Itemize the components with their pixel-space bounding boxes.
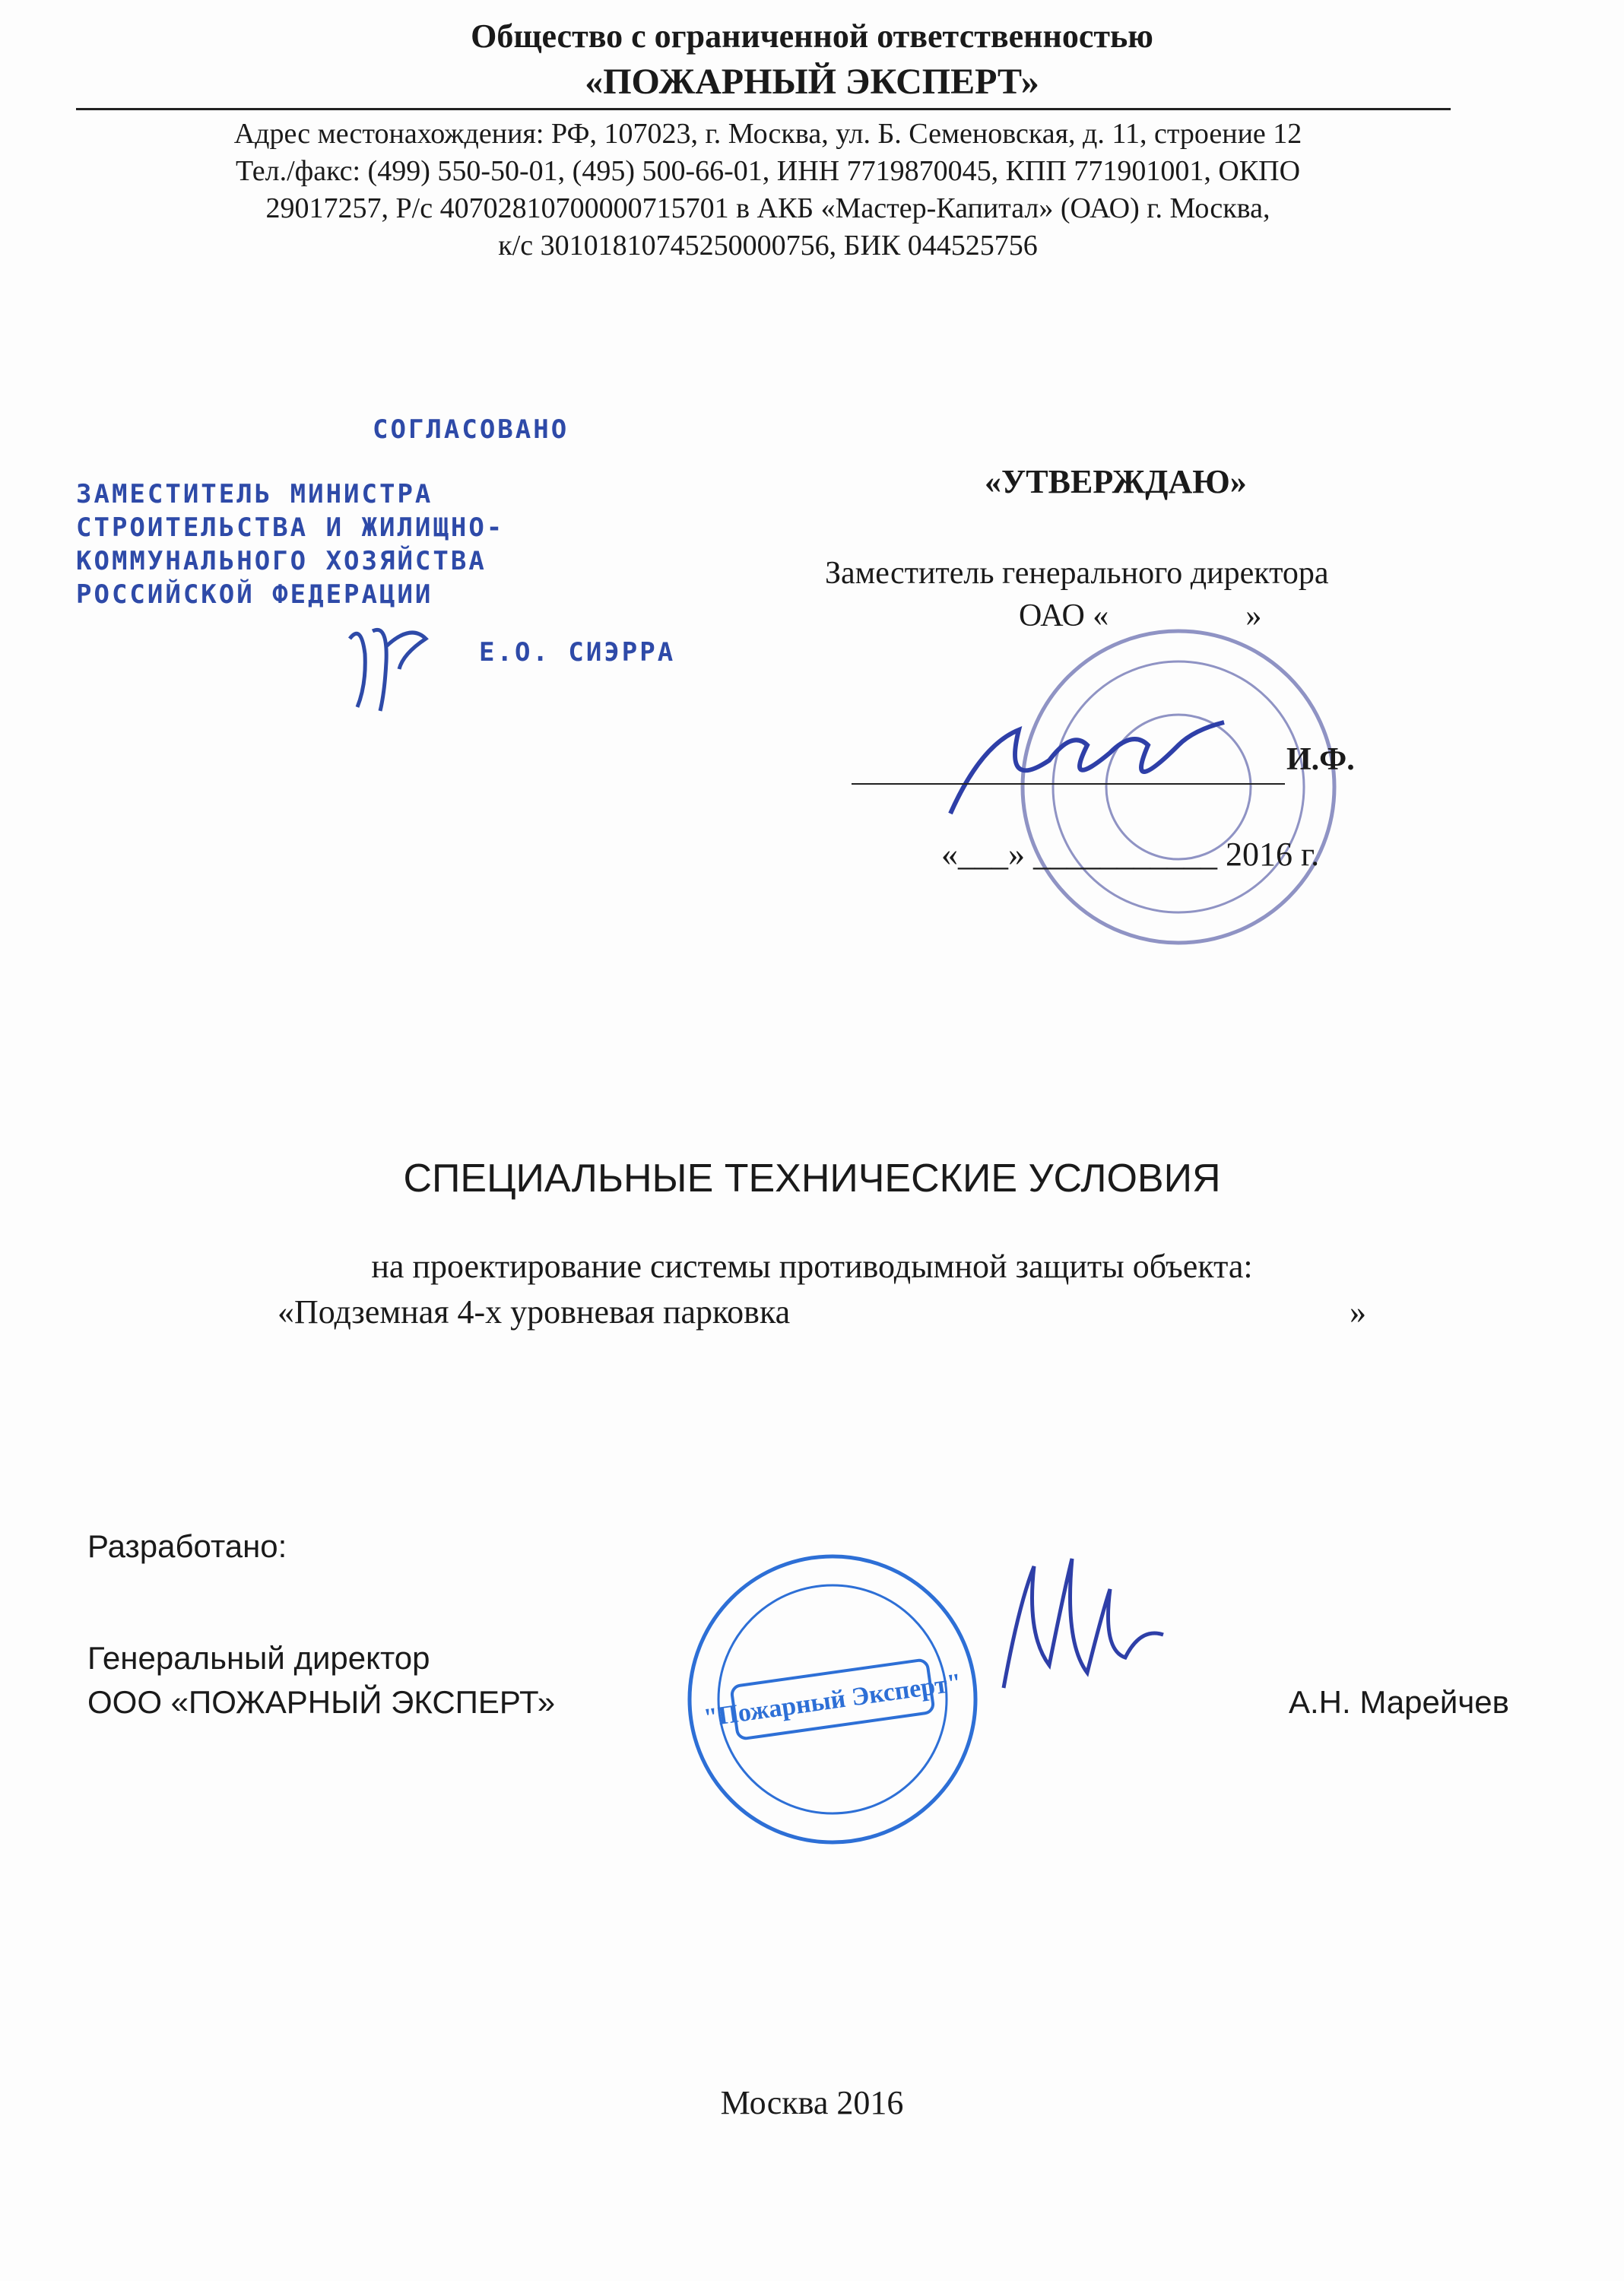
header-divider (76, 108, 1451, 110)
address-line: Тел./факс: (499) 550-50-01, (495) 500-66-01, ИНН 7719870045, КПП 771901001, ОКПО (235, 155, 1301, 187)
address-line: Адрес местонахождения: РФ, 107023, г. Москва, ул. Б. Семеновская, д. 11, строение 12 (233, 118, 1302, 150)
approval-signature-line (852, 783, 1285, 785)
footer-city-year: Москва 2016 (720, 2084, 904, 2121)
org-name-line2: «ПОЖАРНЫЙ ЭКСПЕРТ» (585, 62, 1039, 102)
developer-name: А.Н. Марейчев (1289, 1684, 1509, 1720)
developer-round-seal-icon (680, 1547, 985, 1851)
agreed-signature-icon (327, 608, 479, 715)
approval-date: «___» ___________ 2016 г. (941, 836, 1320, 873)
agreed-stamp-name: Е.О. СИЭРРА (479, 637, 676, 668)
developer-position: Генеральный директор (87, 1640, 430, 1676)
approver-org-close: » (1245, 598, 1262, 633)
approval-title: «УТВЕРЖДАЮ» (985, 463, 1247, 500)
document-object: «Подземная 4-х уровневая парковка (278, 1293, 791, 1331)
approval-signature-icon (935, 700, 1254, 852)
approver-initials: И.Ф. (1286, 742, 1355, 777)
document-title: СПЕЦИАЛЬНЫЕ ТЕХНИЧЕСКИЕ УСЛОВИЯ (403, 1156, 1221, 1201)
document-subtitle: на проектирование системы противодымной защиты объекта: (371, 1248, 1253, 1285)
approver-org (1019, 598, 1261, 634)
address-line: к/с 30101810745250000756, БИК 044525756 (498, 230, 1038, 262)
org-name-line1: Общество с ограниченной ответственностью (471, 17, 1153, 55)
developed-by-label: Разработано: (87, 1528, 287, 1564)
developer-signature-icon (988, 1543, 1186, 1696)
agreed-stamp-title: СОГЛАСОВАНО (373, 414, 569, 445)
document-object-close: » (1350, 1293, 1366, 1331)
developer-org: ООО «ПОЖАРНЫЙ ЭКСПЕРТ» (87, 1684, 556, 1720)
address-line: 29017257, Р/с 40702810700000715701 в АКБ «Мастер-Капитал» (ОАО) г. Москва, (265, 192, 1270, 224)
approver-position: Заместитель генерального директора (825, 556, 1329, 591)
agreed-stamp-body: ЗАМЕСТИТЕЛЬ МИНИСТРА СТРОИТЕЛЬСТВА И ЖИЛИЩНО- КОММУНАЛЬНОГО ХОЗЯЙСТВА РОССИЙСКОЙ ФЕДЕРАЦИИ (76, 479, 505, 610)
approver-org-open: ОАО « (1019, 598, 1109, 633)
org-requisites (84, 116, 1452, 265)
svg-text:"Пожарный Эксперт": "Пожарный Эксперт" (702, 1668, 964, 1733)
